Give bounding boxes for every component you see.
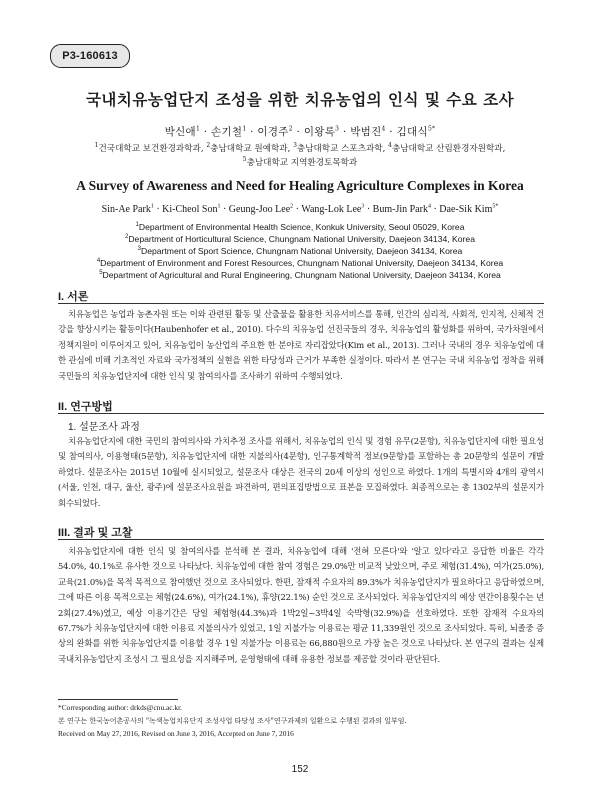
author-ko-4: 이왕록 bbox=[303, 126, 336, 138]
affiliations-korean-line-1: $^1$건국대학교 보건환경과학과, $^2$충남대학교 원예학과, $^3$충남대학교 스포츠과학, $^4$충남대학교 산림환경자원학과, bbox=[94, 142, 506, 154]
section-heading-methods: II. 연구방법 bbox=[58, 401, 113, 413]
section-body-intro: 치유농업은 농업과 농촌자원 또는 이와 관련된 활동 및 산출물을 활용한 치유서비스를 통해, 인간의 심리적, 사회적, 인지적, 신체적 건강을 향상시키는 활동이다(Haubenhofer et al., 2010). 다수의 치유농업 선진국들의 경우, 치유농업의 활성화를 위하여, 국가차원에서 정책지원이 이루어지고 있어, 치유농업이 농산업의 주요한 한 분야로 자리잡았다(Kim et al., 2013). 그러나 국내의 경우 치유농업에 대한 관심에 비해 기초적인 자료와 국가정책의 실현을 위한 타당성과 근거가 부족한 실정이다. 따라서 본 연구는 국내 치유농업 정착을 위해 국민들의 치유농업단지에 대한 인식 및 참여의사를 조사하기 위하여 수행되었다. bbox=[58, 309, 544, 381]
footnote-dates: Received on May 27, 2016, Revised on June 3, 2016, Accepted on June 7, 2016 bbox=[58, 729, 294, 738]
author-ko-2: 손기철 bbox=[211, 126, 243, 138]
affiliation-en-5: $^5$Department of Agricultural and Rural Engineering, Chungnam National University, Daejeon 34134, Korea bbox=[99, 270, 501, 280]
author-ko-5: 박범진 bbox=[350, 126, 382, 138]
section-divider bbox=[58, 303, 544, 304]
author-ko-1: 박신애 bbox=[164, 126, 196, 138]
affiliation-en-1: $^1$Department of Environmental Health Science, Konkuk University, Seoul 05029, Korea bbox=[135, 222, 465, 232]
page-number: 152 bbox=[291, 764, 309, 775]
title-english: A Survey of Awareness and Need for Healing Agriculture Complexes in Korea bbox=[76, 178, 524, 193]
affiliation-en-4: $^4$Department of Environment and Forest Resources, Chungnam National University, Daejeon 34134, Korea bbox=[96, 258, 504, 268]
title-korean: 국내치유농업단지 조성을 위한 치유농업의 인식 및 수요 조사 bbox=[85, 90, 515, 109]
authors-english: Sin-Ae Park$^1$ · Ki-Cheol Son$^1$ · Geung-Joo Lee$^2$ · Wang-Lok Lee$^3$ · Bum-Jin Park$^4$ · Dae-Sik Kim$^{5*}$ bbox=[101, 203, 499, 215]
section-divider bbox=[58, 539, 544, 540]
poster-id-badge: P3-160613 bbox=[50, 44, 130, 68]
footnote-divider bbox=[58, 699, 178, 700]
affiliation-en-2: $^2$Department of Horticultural Science, Chungnam National University, Daejeon 34134, Korea bbox=[125, 234, 475, 244]
footnote-corresponding: *Corresponding author: drkds@cnu.ac.kr. bbox=[58, 703, 183, 712]
section-heading-intro: I. 서론 bbox=[58, 291, 89, 303]
affiliations-korean-line-2: $^5$충남대학교 지역환경토목학과 bbox=[242, 156, 358, 168]
subsection-heading-survey: 1. 설문조사 과정 bbox=[68, 422, 140, 433]
section-body-results: 치유농업단지에 대한 인식 및 참여의사를 분석해 본 결과, 치유농업에 대해 '전혀 모른다'와 '알고 있다'라고 응답한 비율은 각각 54.0%, 40.1%로 유사한 것으로 나타났다. 치유농업에 대한 참여 경험은 29.0%만 비교적 낮았으며, 주로 체험(31.4%), 여가(25.0%), 교육(21.0%)을 목적 목적으로 참여했던 것으로 조사되었다. 한편, 잠재적 수요자의 89.3%가 치유농업단지가 필요하다고 응답하였으며, 그에 따른 이용 목적으로는 체험(24.6%), 여가(24.1%), 휴양(22.1%) 순인 것으로 조사되었다. 치유농업단지의 예상 연간이용횟수는 년 2회(27.4%)였고, 예상 이용기간은 당일 체험형(44.3%)과 1박2일~3박4일 숙박형(32.9%)을 선호하였다. 또한 잠재적 수요자의 67.7%가 치유농업단지에 대한 이용료 지불의사가 있었고, 1일 지불가능 이용료는 평균 11,339원인 것으로 조사되었다. 특히, 뇌졸중 증상의 완화를 위한 치유농업단지를 이용할 경우 1일 지불가능 이용료는 66,880원으로 가장 높은 것으로 나타났다. 본 연구의 결과는 실제 국내치유농업단지 조성시 그 필요성을 지지해주며, 운영형태에 대해 유용한 정보를 제공할 것이라 판단된다. bbox=[58, 546, 544, 664]
section-body-methods: 치유농업단지에 대한 국민의 참여의사와 가치추정 조사를 위해서, 치유농업의 인식 및 경험 유무(2문항), 치유농업단지에 대한 필요성 및 참여의사, 이용형태(5문항), 치유농업단지에 대한 지불의사(4문항), 인구통계학적 정보(9문항)를 포함하는 총 20문항의 설문이 개발하였다. 설문조사는 2015년 10월에 실시되었고, 설문조사 대상은 전국의 20세 이상의 성인으로 하였다. 1개의 특별시와 4개의 광역시(서울, 인천, 대구, 울산, 광주)에 설문조사요원을 파견하여, 편의표집방법으로 표본을 모집하였다. 최종적으로는 총 1302부의 설문지가 회수되었다. bbox=[58, 436, 544, 508]
affiliation-en-3: $^3$Department of Sport Science, Chungnam National University, Daejeon 34134, Korea bbox=[137, 246, 463, 256]
author-ko-6: 김대식 bbox=[396, 126, 428, 138]
footnote-funding: 본 연구는 한국농어촌공사의 "녹색농업치유단지 조성사업 타당성 조사"연구과제의 일환으로 수행된 결과의 일부임. bbox=[58, 717, 407, 725]
section-heading-results: III. 결과 및 고찰 bbox=[58, 527, 133, 539]
authors-korean: 박신애$^1$ · 손기철$^1$ · 이경주$^2$ · 이왕록$^3$ · 박범진$^4$ · 김대식$^{5*}$ bbox=[164, 125, 436, 138]
author-ko-3: 이경주 bbox=[257, 126, 289, 138]
section-divider bbox=[58, 413, 544, 414]
